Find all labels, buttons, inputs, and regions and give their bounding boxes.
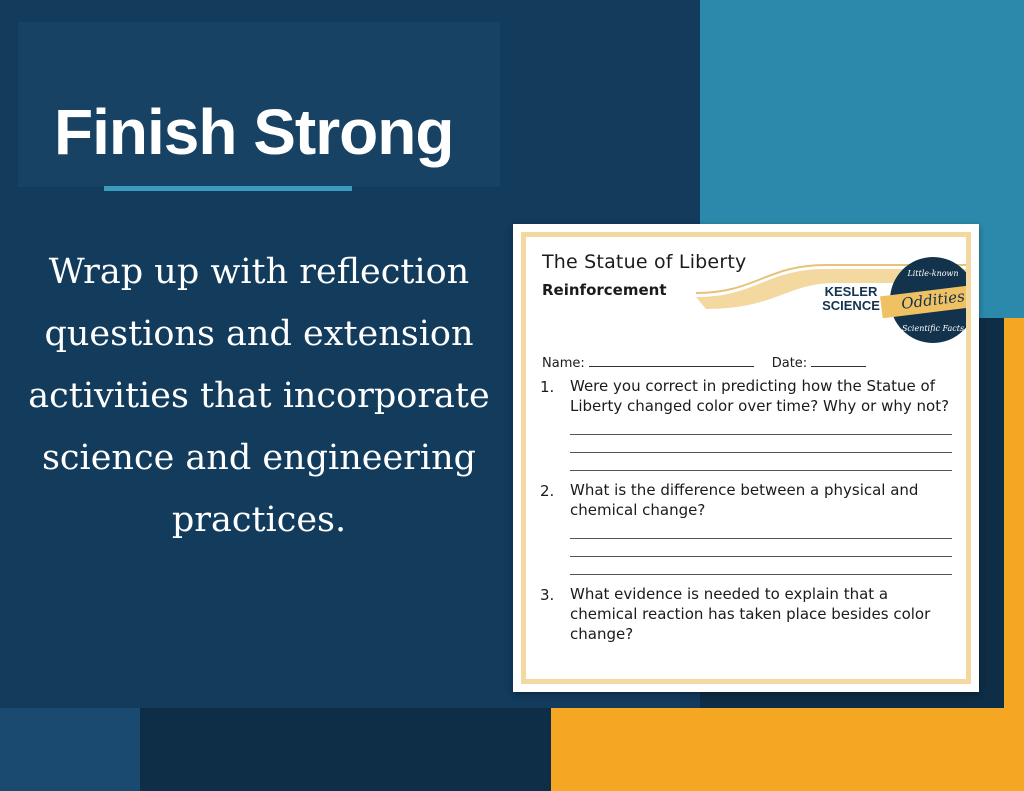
question-number: 3. (540, 585, 555, 604)
worksheet-question-list (540, 377, 956, 649)
name-label: Name: (542, 356, 585, 371)
question-number: 1. (540, 378, 555, 396)
question-item (540, 377, 956, 471)
worksheet-border (521, 232, 971, 684)
answer-line (570, 539, 952, 557)
worksheet-title: The Statue of Liberty (542, 251, 747, 273)
answer-line (570, 435, 952, 453)
question-text: What evidence is needed to explain that a chemical reaction has taken place besides color change? (570, 584, 931, 643)
seal-top-text: Little-known (907, 269, 959, 278)
answer-lines (570, 521, 956, 575)
seal-band-text: Oddities (900, 287, 966, 313)
date-label: Date: (771, 356, 808, 371)
worksheet-image (513, 224, 979, 692)
name-blank-line (589, 353, 754, 367)
question-text: Were you correct in predicting how the Statue of Liberty changed color over time? Why or why not? (570, 377, 950, 415)
oddities-seal-badge (890, 257, 971, 343)
logo-line-2: SCIENCE (822, 297, 880, 313)
question-text: What is the difference between a physical and chemical change? (570, 480, 919, 519)
title-underline-rule (104, 186, 352, 191)
logo-line-1: KESLER (824, 284, 878, 299)
background-blue-bottom-middle (140, 708, 551, 791)
answer-line (570, 417, 952, 435)
answer-lines (570, 417, 956, 471)
title-panel (18, 22, 500, 187)
seal-bottom-text: Scientific Facts (901, 324, 965, 333)
body-paragraph: Wrap up with reflection questions and extension activities that incorporate science and engineering practices. (28, 252, 490, 540)
date-blank-line (811, 353, 866, 367)
question-item (540, 585, 956, 645)
answer-line (570, 557, 952, 575)
name-date-row (542, 353, 962, 371)
answer-line (570, 453, 952, 471)
background-orange-bottom-bar (551, 708, 1024, 791)
kesler-science-logo (814, 285, 888, 312)
question-number: 2. (540, 481, 555, 500)
page-title: Finish Strong (54, 96, 454, 168)
background-navy-bottom-left (0, 708, 140, 791)
worksheet-subtitle: Reinforcement (542, 281, 667, 299)
answer-line (570, 521, 952, 539)
question-item (540, 481, 956, 575)
